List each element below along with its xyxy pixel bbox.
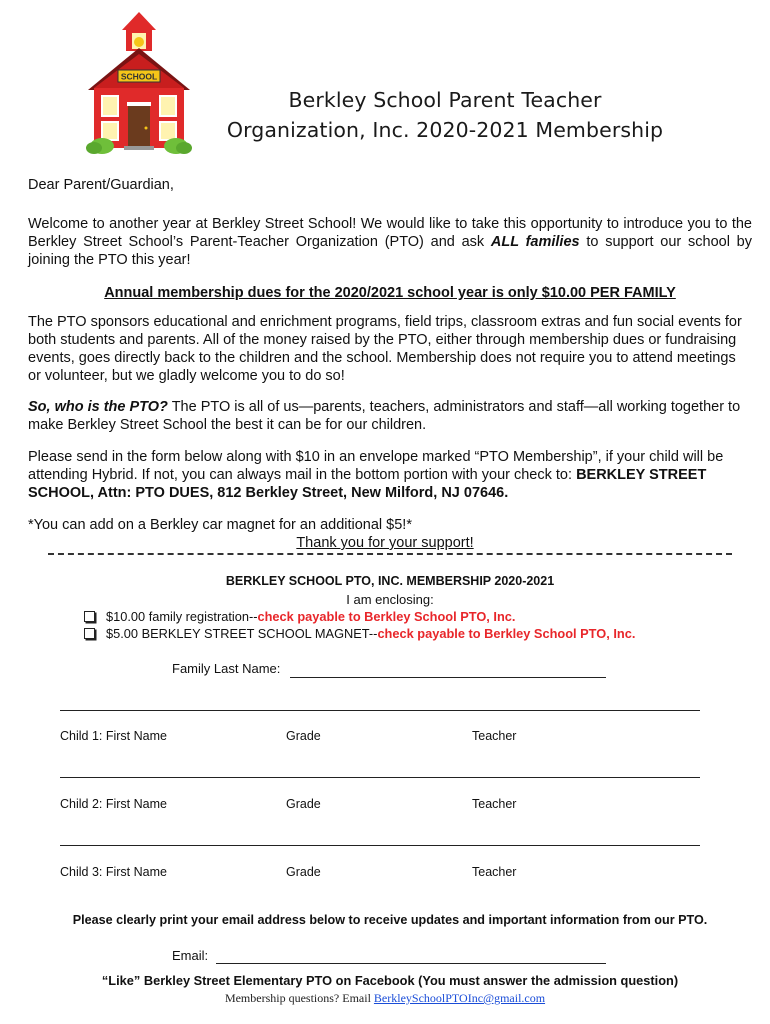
send-text: Please send in the form below along with $10 in an envelope marked “PTO Membership”, if your child will be attending Hybrid. If not, you can always mail in the bottom portion with your check to:	[28, 449, 724, 483]
greeting: Dear Parent/Guardian,	[28, 177, 174, 193]
option-family-registration[interactable]	[84, 609, 515, 624]
option-2-note: check payable to Berkley School PTO, Inc.	[377, 626, 636, 641]
page-title-line-2: Organization, Inc. 2020-2021 Membership	[226, 118, 664, 142]
child-2-teacher-label: Teacher	[472, 797, 517, 811]
email-label: Email:	[172, 948, 209, 963]
dues-heading: Annual membership dues for the 2020/2021 school year is only $10.00 PER FAMILY	[104, 285, 676, 301]
schoolhouse-icon	[80, 8, 198, 154]
thanks-line: Thank you for your support!	[296, 535, 474, 551]
mailing-address: BERKLEY STREET SCHOOL, Attn: PTO DUES, 812 Berkley Street, New Milford, NJ 07646.	[28, 467, 707, 501]
who-paragraph	[28, 398, 752, 434]
child-3-first-name-label: Child 3: First Name	[60, 865, 167, 879]
child-3-grade-label: Grade	[286, 865, 321, 879]
send-paragraph	[28, 448, 752, 502]
checkbox-icon[interactable]	[84, 611, 95, 622]
family-last-name-field[interactable]	[290, 677, 606, 678]
questions-email-link[interactable]: BerkleySchoolPTOInc@gmail.com	[373, 991, 546, 1005]
questions-line	[0, 991, 770, 1006]
child-3-line[interactable]	[60, 845, 700, 846]
who-question: So, who is the PTO?	[28, 399, 168, 415]
option-1-text: $10.00 family registration--	[106, 609, 258, 624]
email-field[interactable]	[216, 963, 606, 964]
school-sign-text: SCHOOL	[120, 71, 158, 82]
cut-line	[48, 553, 732, 555]
child-1-grade-label: Grade	[286, 729, 321, 743]
child-2-grade-label: Grade	[286, 797, 321, 811]
child-1-line[interactable]	[60, 710, 700, 711]
option-magnet[interactable]	[84, 626, 635, 641]
page-title-line-1: Berkley School Parent Teacher	[288, 88, 602, 112]
enclosing-label: I am enclosing:	[346, 592, 434, 607]
family-last-name-label: Family Last Name:	[172, 661, 281, 676]
intro-paragraph	[28, 215, 752, 269]
child-2-line[interactable]	[60, 777, 700, 778]
questions-label: Membership questions? Email	[224, 991, 374, 1005]
form-heading: BERKLEY SCHOOL PTO, INC. MEMBERSHIP 2020-2021	[225, 574, 555, 588]
email-instruction: Please clearly print your email address below to receive updates and important information from our PTO.	[72, 913, 708, 927]
intro-text-2: to support our school by joining the PTO this year!	[28, 234, 752, 268]
option-1-note: check payable to Berkley School PTO, Inc.	[257, 609, 516, 624]
sponsors-paragraph: The PTO sponsors educational and enrichment programs, field trips, classroom extras and fun social events for both students and parents. All of the money raised by the PTO, either through membership dues or fundraising events, goes directly back to the children and the school. Membership does not require you to attend meetings or volunteer, but we gladly welcome you to do so!	[28, 314, 742, 384]
child-2-first-name-label: Child 2: First Name	[60, 797, 167, 811]
checkbox-icon[interactable]	[84, 628, 95, 639]
child-3-teacher-label: Teacher	[472, 865, 517, 879]
magnet-note: *You can add on a Berkley car magnet for an additional $5!*	[28, 517, 412, 533]
who-answer: The PTO is all of us—parents, teachers, administrators and staff—all working together to make Berkley Street School the best it can be for our children.	[28, 399, 741, 433]
facebook-note: “Like” Berkley Street Elementary PTO on Facebook (You must answer the admission question)	[101, 973, 679, 988]
child-1-teacher-label: Teacher	[472, 729, 517, 743]
child-1-first-name-label: Child 1: First Name	[60, 729, 167, 743]
intro-emphasis: ALL families	[490, 234, 580, 250]
intro-text-1: Welcome to another year at Berkley Street School! We would like to take this opportunity to introduce you to the Berkley Street School’s Parent-Teacher Organization (PTO) and ask	[28, 216, 752, 250]
option-2-text: $5.00 BERKLEY STREET SCHOOL MAGNET--	[106, 626, 378, 641]
